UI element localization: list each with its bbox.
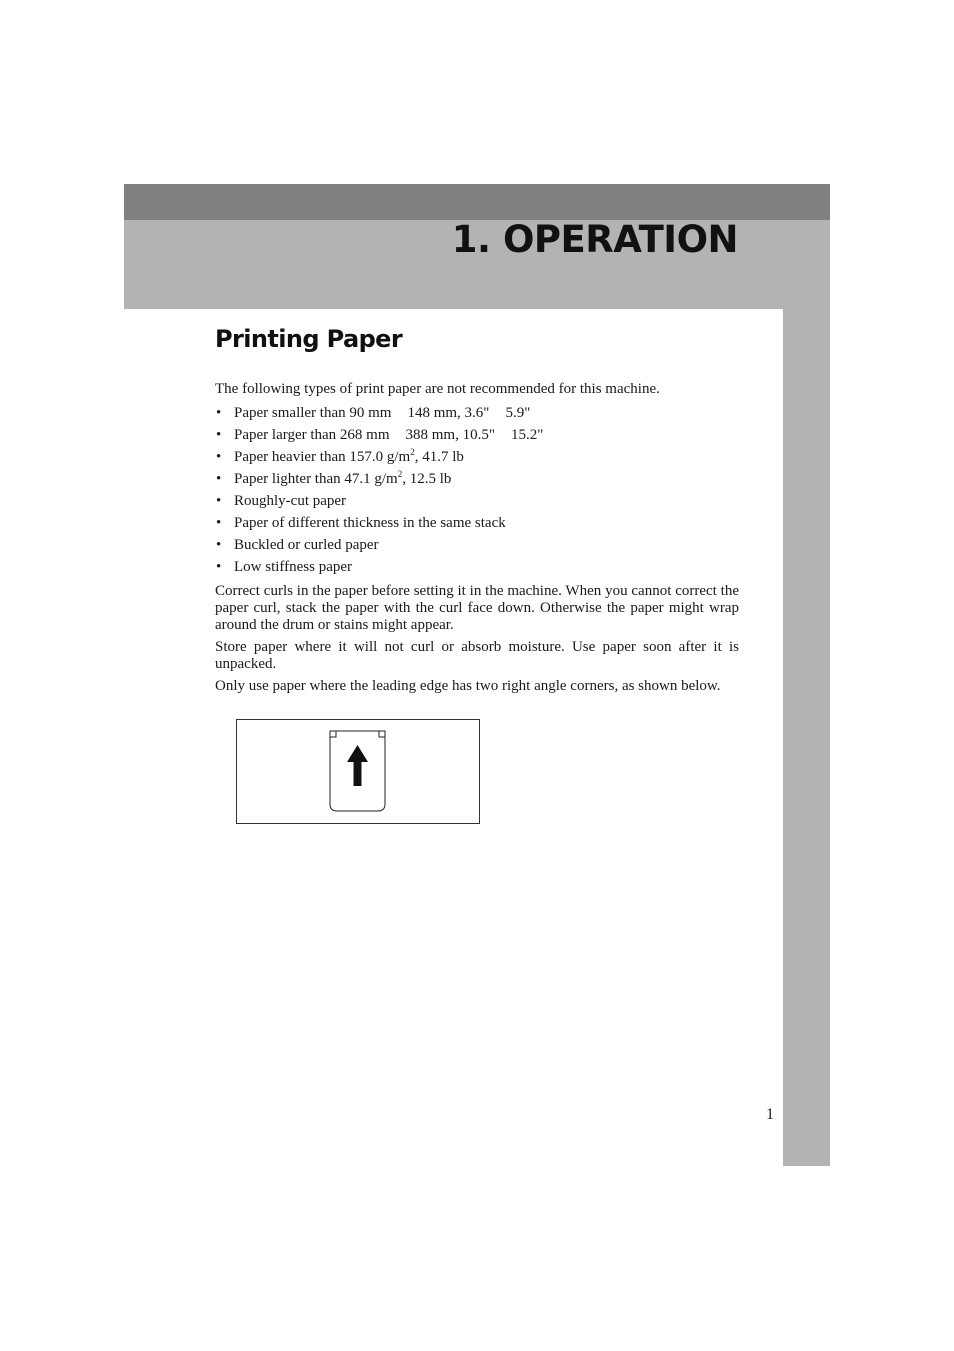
list-item-text: Paper heavier than 157.0 g/m [234, 449, 411, 465]
paper-feed-arrow-icon [237, 720, 479, 823]
list-item-text: Low stiffness paper [234, 559, 353, 575]
list-item-text: Paper lighter than 47.1 g/m [234, 471, 398, 487]
storage-paragraph: Store paper where it will not curl or absorb moisture. Use paper soon after it is unpacked. [215, 639, 739, 672]
list-item [215, 534, 739, 556]
bullet-icon: • [216, 449, 222, 465]
bullet-icon: • [216, 537, 222, 553]
list-item [215, 468, 739, 490]
list-item-text: , 41.7 lb [414, 449, 464, 465]
leading-edge-paragraph: Only use paper where the leading edge has two right angle corners, as shown below. [215, 678, 721, 694]
curl-paragraph: Correct curls in the paper before setting it in the machine. When you cannot correct the paper curl, stack the paper with the curl face down. Otherwise the paper might wrap around the drum or stains might appear. [215, 583, 739, 633]
list-item-text: Paper smaller than 90 mm [234, 405, 392, 421]
bullet-icon: • [216, 405, 222, 421]
bullet-icon: • [216, 515, 222, 531]
bullet-icon: • [216, 559, 222, 575]
superscript: 2 [410, 447, 415, 457]
list-item-text: , 12.5 lb [402, 471, 452, 487]
list-item-text: 5.9" [505, 405, 531, 421]
section-title: Printing Paper [215, 325, 403, 353]
not-recommended-list [215, 402, 739, 578]
list-item [215, 402, 739, 424]
list-item-text: Roughly-cut paper [234, 493, 347, 509]
list-item [215, 446, 739, 468]
list-item-text: Paper of different thickness in the same stack [234, 515, 506, 531]
intro-text: The following types of print paper are not recommended for this machine. [215, 381, 660, 397]
header-band-dark [124, 184, 830, 220]
list-item [215, 556, 739, 578]
chapter-side-tab [783, 309, 830, 1166]
list-item-text: 388 mm, 10.5" [405, 427, 495, 443]
list-item [215, 424, 739, 446]
main-content [215, 381, 739, 700]
bullet-icon: • [216, 427, 222, 443]
list-item-text: 148 mm, 3.6" [407, 405, 490, 421]
leading-edge-figure [236, 719, 480, 824]
list-item-text: Buckled or curled paper [234, 537, 379, 553]
bullet-icon: • [216, 471, 222, 487]
list-item [215, 512, 739, 534]
list-item [215, 490, 739, 512]
page-number: 1 [766, 1106, 774, 1123]
list-item-text: 15.2" [510, 427, 544, 443]
list-item-text: Paper larger than 268 mm [234, 427, 390, 443]
superscript: 2 [397, 469, 403, 479]
bullet-icon: • [216, 493, 222, 509]
chapter-title: 1. OPERATION [451, 218, 738, 261]
